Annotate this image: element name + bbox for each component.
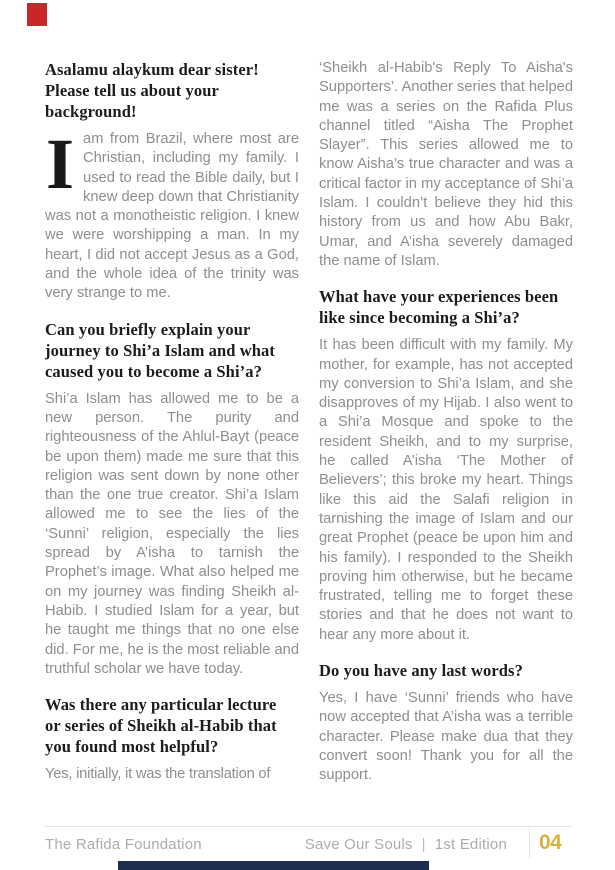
right-column bbox=[319, 59, 573, 786]
left-column bbox=[45, 59, 299, 786]
answer-paragraph-3: Yes, initially, it was the translation of bbox=[45, 766, 271, 783]
footer-divider-line bbox=[45, 826, 572, 827]
page-number-divider bbox=[529, 829, 530, 858]
question-heading-4: What have your experiences been like since becoming a Shi’a? bbox=[319, 287, 559, 328]
question-heading-1: Asalamu alaykum dear sister! Please tell us about your background! bbox=[45, 60, 259, 121]
article-body bbox=[45, 59, 573, 786]
edition-label: 1st Edition bbox=[434, 836, 507, 853]
red-accent-mark bbox=[27, 3, 47, 26]
publication-title: Save Our Souls bbox=[304, 836, 413, 853]
question-heading-2: Can you briefly explain your journey to Shi’a Islam and what caused you to become a Shi’a? bbox=[45, 319, 276, 381]
drop-cap: I bbox=[46, 124, 75, 204]
answer-paragraph-4: It has been difficult with my family. My mother, for example, has not accepted my conversion to Shi’a Islam, and she disapproves of my Hijab. I also went to a Shi’a Mosque and spoke to the resident Sheikh, and to my surprise, he called A’isha ‘The Mother of Believers’; this broke my heart. Things like this aid the Salafi religion in tarnishing the image of Islam and our great Prophet (peace be upon him and his family). I responded to the Sheikh proving him otherwise, but he became frustrated, telling me to forget these stories and that he does not want to hear any more about it. bbox=[319, 337, 573, 643]
answer-paragraph-3-continued: ‘Sheikh al-Habib's Reply To Aisha's Supporters’. Another series that helped me was a series on the Rafida Plus channel titled “Aisha The Prophet Slayer”. This series allowed me to know Aisha’s true character and was a critical factor in my acceptance of Shi’a Islam. I couldn’t believe they hid this history from us and how Abu Bakr, Umar, and A’isha severely damaged the name of Islam. bbox=[319, 60, 573, 269]
answer-text-1: am from Brazil, where most are Christian, including my family. I used to read the Bible daily, but I knew deep down that Christianity was not a monotheistic religion. I knew we were worshipping a man. In my heart, I did not accept Jesus as a God, and the whole idea of the trinity was very strange to me. bbox=[45, 131, 299, 302]
footer-publication-info bbox=[305, 836, 507, 853]
question-heading-5: Do you have any last words? bbox=[319, 661, 523, 681]
next-page-edge-bar bbox=[118, 861, 429, 870]
question-heading-3: Was there any particular lecture or series of Sheikh al-Habib that you found most helpful? bbox=[45, 695, 277, 757]
footer-publisher: The Rafida Foundation bbox=[45, 836, 202, 853]
footer-separator: | bbox=[421, 836, 426, 853]
answer-paragraph-5: Yes, I have ‘Sunni’ friends who have now accepted that A’isha was a terrible character. Please make dua that they convert soon! Thank you for all the support. bbox=[319, 690, 573, 784]
answer-paragraph-2: Shi’a Islam has allowed me to be a new person. The purity and righteousness of the Ahlul-Bayt (peace be upon them) made me sure that this religion was sent down by none other than the one true creator. Shi’a Islam allowed me to see the lies of the ‘Sunni’ religion, especially the lies spread by A’isha to tarnish the Prophet’s image. What also helped me on my journey was finding Sheikh al-Habib. I studied Islam for a year, but he taught me things that no one else did. For me, he is the most reliable and truthful scholar we have today. bbox=[45, 390, 299, 677]
answer-paragraph-1 bbox=[45, 124, 299, 304]
page-number: 04 bbox=[539, 831, 562, 854]
